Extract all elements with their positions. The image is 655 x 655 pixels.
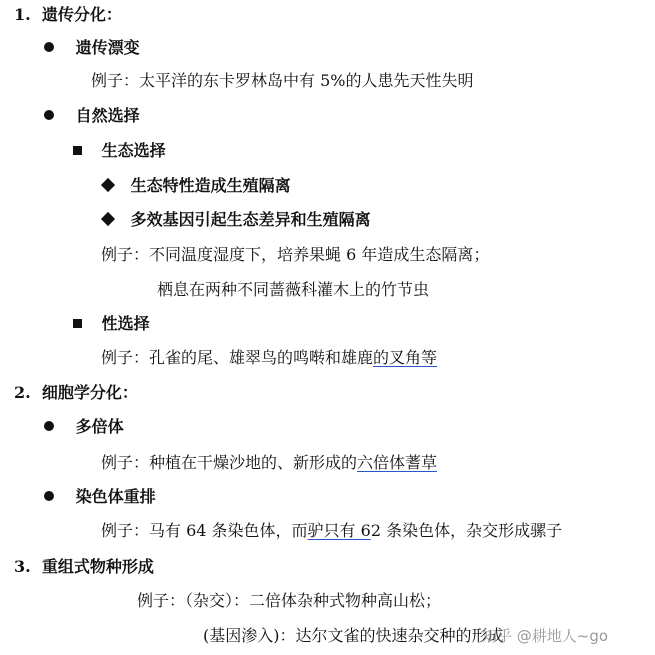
point-ecological-traits-text: 生态特性造成生殖隔离 [130,176,291,195]
example-ecological-line1: 例子：不同温度湿度下，培养果蝇 6 年造成生态隔离； [101,245,490,264]
section-1-title: 遗传分化： [41,5,122,24]
section-1-number: 1. [14,5,31,24]
example-ecological-line2: 栖息在两种不同蔷薇科灌木上的竹节虫 [157,280,430,299]
subitem-sexual-selection-label: 性选择 [101,314,150,333]
example-genetic-drift: 例子：太平洋的东卡罗林岛中有 5%的人患先天性失明 [91,71,474,90]
item-polyploidy-label: 多倍体 [75,417,124,436]
point-ecological-traits [101,176,291,196]
section-2-heading [14,383,138,403]
item-genetic-drift-label: 遗传漂变 [75,38,140,57]
bullet-dot-icon [40,106,58,126]
point-pleiotropic-genes-text: 多效基因引起生态差异和生殖隔离 [130,210,371,229]
example-polyploidy-underlined: 六倍体蓍草 [357,453,438,472]
section-3-heading [14,557,154,577]
section-3-number: 3. [14,557,31,576]
example-sexual-selection [101,348,437,368]
bullet-diamond-icon [101,176,115,196]
example-chromosome-rearrangement [101,521,562,541]
example-recombination-line2: (基因渗入)：达尔文雀的快速杂交种的形成 [203,626,504,645]
example-polyploidy-text: 例子：种植在干燥沙地的、新形成的 [101,453,358,472]
watermark-text: 知乎 @耕地人~go [482,627,609,645]
bullet-square-icon [70,314,84,334]
bullet-diamond-icon [101,210,115,230]
item-natural-selection [40,106,140,126]
section-3-title: 重组式物种形成 [41,557,154,576]
item-chromosome-rearrangement [40,487,156,507]
example-chromosome-underlined: 驴只有 6 [307,521,371,540]
bullet-square-icon [70,141,84,161]
point-pleiotropic-genes [101,210,371,230]
subitem-ecological-selection [70,141,166,161]
bullet-dot-icon [40,417,58,437]
subitem-ecological-selection-label: 生态选择 [101,141,166,160]
subitem-sexual-selection [70,314,150,334]
bullet-dot-icon [40,38,58,58]
item-genetic-drift [40,38,140,58]
item-natural-selection-label: 自然选择 [75,106,140,125]
example-sexual-selection-underlined: 的叉角等 [373,348,438,367]
example-sexual-selection-text: 例子：孔雀的尾、雄翠鸟的鸣啭和雄鹿 [101,348,374,367]
section-2-title: 细胞学分化： [41,383,138,402]
example-chromosome-text-post: 2 条染色体，杂交形成骡子 [370,521,563,540]
section-2-number: 2. [14,383,31,402]
item-chromosome-rearrangement-label: 染色体重排 [75,487,156,506]
example-chromosome-text: 例子：马有 64 条染色体，而 [101,521,308,540]
item-polyploidy [40,417,124,437]
section-1-heading [14,5,122,25]
example-polyploidy [101,453,437,473]
example-recombination-line1: 例子：（杂交）：二倍体杂种式物种高山松； [137,591,442,610]
bullet-dot-icon [40,487,58,507]
